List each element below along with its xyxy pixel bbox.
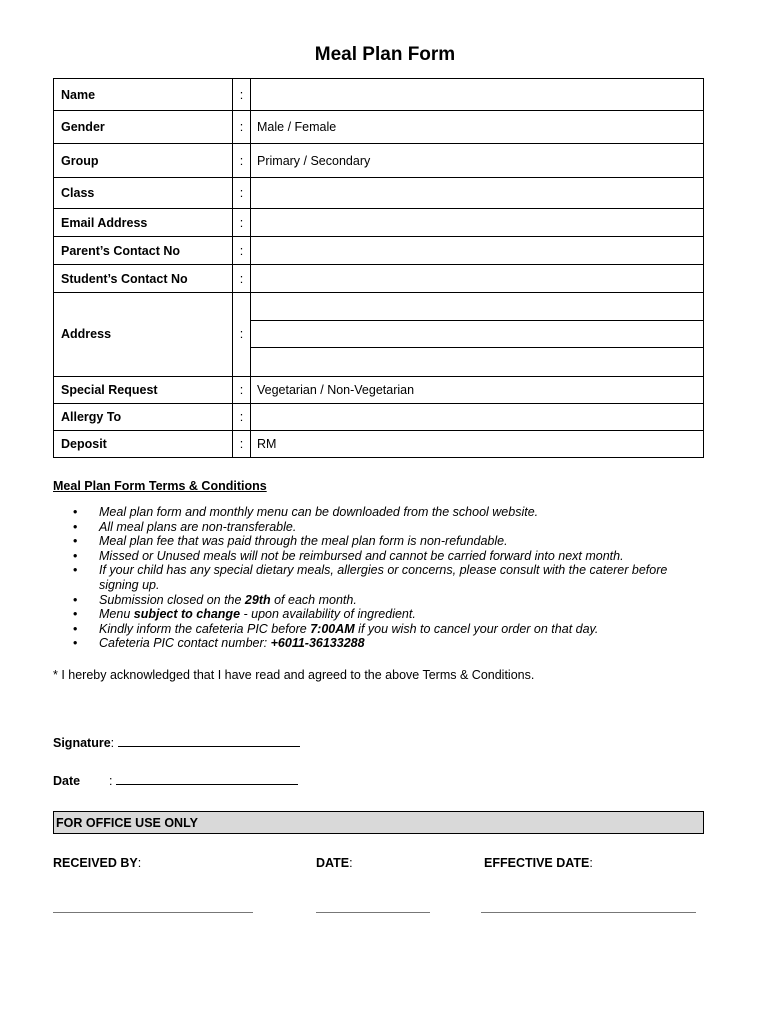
- signature-separator: :: [110, 736, 115, 750]
- form-row-name: [54, 79, 704, 111]
- field-label: Parent’s Contact No: [54, 237, 233, 265]
- field-colon: :: [233, 178, 251, 209]
- field-colon: :: [233, 293, 251, 377]
- form-row-deposit: [54, 430, 704, 457]
- terms-item: [73, 563, 703, 592]
- bullet-icon: •: [73, 534, 78, 549]
- terms-emphasis: 7:00AM: [310, 621, 355, 636]
- bullet-icon: •: [73, 621, 78, 636]
- field-colon: :: [233, 237, 251, 265]
- terms-text: Kindly inform the cafeteria PIC before: [99, 621, 311, 636]
- field-colon: :: [233, 376, 251, 403]
- office-date-field[interactable]: [316, 912, 430, 913]
- effective-date-field[interactable]: [481, 912, 696, 913]
- deposit-field[interactable]: RM: [251, 430, 704, 457]
- terms-item: [73, 607, 703, 622]
- date-label: Date: [53, 774, 81, 788]
- office-date-label: DATE:: [316, 856, 353, 870]
- terms-item: [73, 636, 703, 651]
- terms-item: [73, 505, 703, 520]
- parent-contact-field[interactable]: [251, 237, 704, 265]
- form-row-group: [54, 144, 704, 178]
- effective-date-label: EFFECTIVE DATE:: [484, 856, 593, 870]
- bullet-icon: •: [73, 548, 78, 563]
- field-colon: :: [233, 430, 251, 457]
- form-row-email: [54, 209, 704, 237]
- field-colon: :: [233, 209, 251, 237]
- signature-field[interactable]: [118, 737, 300, 747]
- field-colon: :: [233, 265, 251, 293]
- allergy-field[interactable]: [251, 403, 704, 430]
- bullet-icon: •: [73, 563, 78, 578]
- date-separator: :: [109, 774, 113, 788]
- field-label: Gender: [54, 111, 233, 144]
- office-use-header: FOR OFFICE USE ONLY: [53, 811, 704, 834]
- terms-item: [73, 520, 703, 535]
- terms-text: If your child has any special dietary meals, allergies or concerns, please consult with the caterer before signing up.: [99, 563, 668, 592]
- bullet-icon: •: [73, 519, 78, 534]
- group-field[interactable]: Primary / Secondary: [251, 144, 704, 178]
- class-field[interactable]: [251, 178, 704, 209]
- terms-text: Menu: [99, 607, 134, 622]
- field-colon: :: [233, 111, 251, 144]
- form-row-gender: [54, 111, 704, 144]
- field-colon: :: [233, 79, 251, 111]
- form-row-allergy: [54, 403, 704, 430]
- terms-text: Meal plan form and monthly menu can be downloaded from the school website.: [99, 505, 539, 519]
- terms-text: Submission closed on the: [99, 592, 245, 607]
- field-colon: :: [233, 403, 251, 430]
- bullet-icon: •: [73, 607, 78, 622]
- terms-text: Missed or Unused meals will not be reimbursed and cannot be carried forward into next month.: [99, 548, 624, 563]
- registration-form-table: [53, 78, 704, 458]
- terms-emphasis: subject to change: [133, 607, 241, 622]
- signature-row: [53, 736, 300, 750]
- terms-item: [73, 534, 703, 549]
- received-by-label: RECEIVED BY:: [53, 856, 142, 870]
- field-label: Allergy To: [54, 403, 233, 430]
- address-line-3[interactable]: [251, 348, 703, 376]
- signature-label: Signature: [53, 736, 111, 750]
- terms-text: of each month.: [270, 592, 357, 607]
- terms-emphasis: 29th: [244, 592, 271, 607]
- field-label: Special Request: [54, 376, 233, 403]
- address-line-2[interactable]: [251, 321, 703, 349]
- terms-text: if you wish to cancel your order on that day.: [354, 621, 599, 636]
- terms-item: [73, 593, 703, 608]
- student-contact-field[interactable]: [251, 265, 704, 293]
- form-row-class: [54, 178, 704, 209]
- special-request-field[interactable]: Vegetarian / Non-Vegetarian: [251, 376, 704, 403]
- email-field[interactable]: [251, 209, 704, 237]
- field-label: Address: [54, 293, 233, 377]
- name-field[interactable]: [251, 79, 704, 111]
- field-label: Deposit: [54, 430, 233, 457]
- field-label: Group: [54, 144, 233, 178]
- gender-field[interactable]: Male / Female: [251, 111, 704, 144]
- acknowledgement-text: * I hereby acknowledged that I have read and agreed to the above Terms & Conditions.: [53, 668, 535, 682]
- field-label: Email Address: [54, 209, 233, 237]
- terms-text: Cafeteria PIC contact number:: [99, 636, 271, 651]
- form-row-address: [54, 293, 704, 377]
- date-field[interactable]: [116, 775, 298, 785]
- form-row-student-contact: [54, 265, 704, 293]
- form-row-special-request: [54, 376, 704, 403]
- bullet-icon: •: [73, 505, 78, 519]
- field-label: Class: [54, 178, 233, 209]
- date-row: [53, 774, 298, 788]
- field-label: Student’s Contact No: [54, 265, 233, 293]
- terms-text: All meal plans are non-transferable.: [99, 519, 297, 534]
- bullet-icon: •: [73, 592, 78, 607]
- field-colon: :: [233, 144, 251, 178]
- address-field-group: [251, 293, 704, 377]
- terms-item: [73, 549, 703, 564]
- page-title: Meal Plan Form: [314, 44, 456, 65]
- terms-item: [73, 622, 703, 637]
- terms-heading: Meal Plan Form Terms & Conditions: [53, 479, 267, 493]
- address-line-1[interactable]: [251, 293, 703, 321]
- terms-list: [73, 505, 703, 651]
- terms-text: - upon availability of ingredient.: [240, 607, 416, 622]
- bullet-icon: •: [73, 636, 78, 651]
- terms-text: Meal plan fee that was paid through the meal plan form is non-refundable.: [99, 534, 508, 549]
- form-row-parent-contact: [54, 237, 704, 265]
- field-label: Name: [54, 79, 233, 111]
- terms-emphasis: +6011-36133288: [270, 636, 365, 651]
- received-by-field[interactable]: [53, 912, 253, 913]
